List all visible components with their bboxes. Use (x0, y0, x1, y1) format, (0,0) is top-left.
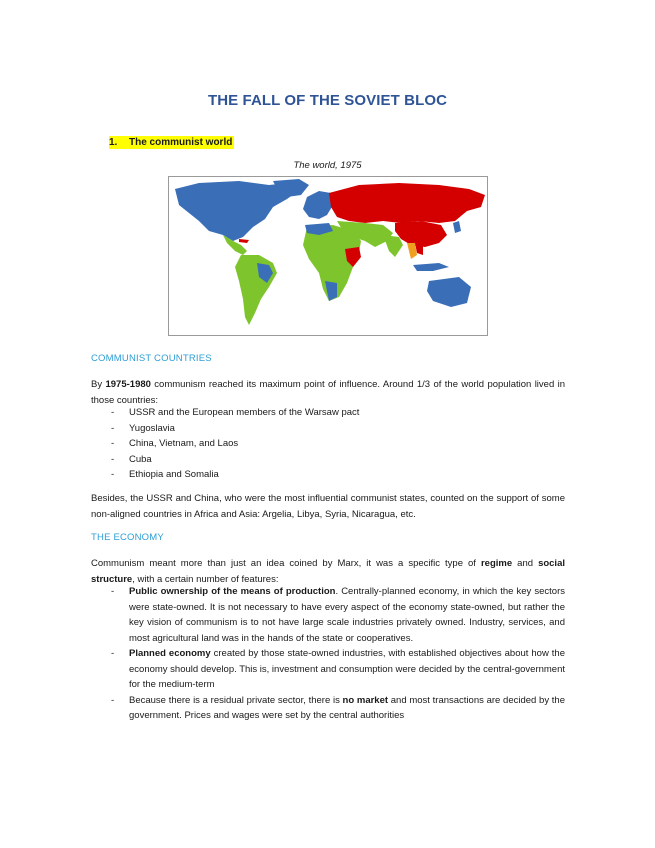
text-run: Communism meant more than just an idea coined by Marx, it was a specific type of (91, 558, 481, 569)
section-number: 1. (109, 137, 118, 148)
communist-countries-list (91, 405, 565, 483)
list-item (91, 584, 565, 646)
dash: - (111, 469, 115, 480)
list-item (91, 421, 565, 437)
section-heading-communist-world (109, 137, 234, 148)
text-run: Because there is a residual private sector, there is (129, 694, 343, 706)
world-map-graphic (169, 177, 487, 335)
highlighted-heading (109, 136, 234, 149)
list-item-text: China, Vietnam, and Laos (129, 438, 239, 449)
list-item-text: Ethiopia and Somalia (129, 469, 219, 480)
list-item (91, 405, 565, 421)
list-item-text: created by those state-owned industries, with established objectives about how the economy should develop. This is, investment and consumption were decided by the central-government for the medium-term (129, 648, 566, 690)
page-title: THE FALL OF THE SOVIET BLOC (207, 92, 448, 109)
text-run: and (512, 558, 539, 569)
dash: - (111, 422, 115, 434)
text-run: , with a certain number of features: (132, 573, 279, 585)
bold-run: regime (480, 558, 513, 569)
list-item-text: . Centrally-planned economy, in which the key sectors were state-owned. It is not necessary to have every aspect of the economy state-owned, but rather the key vision of communism is to not have large scale industries privately owned. Industry, services, and most agricultural land was in the hands of the state or cooperatives. (129, 586, 565, 644)
bold-run: 1975-1980 (105, 379, 151, 390)
bold-run: Public ownership of the means of production (129, 586, 336, 597)
dash: - (111, 438, 115, 449)
communist-intro-paragraph (91, 377, 565, 408)
list-item (91, 693, 565, 724)
map-japan (453, 221, 461, 233)
bold-run: no market (342, 694, 389, 706)
map-india (383, 235, 403, 257)
dash: - (111, 453, 115, 465)
map-caption: The world, 1975 (293, 160, 362, 171)
map-cuba (239, 239, 249, 243)
list-item-text: Yugoslavia (129, 422, 175, 434)
dash: - (111, 586, 115, 597)
map-indonesia (413, 263, 449, 271)
heading-communist-countries: COMMUNIST COUNTRIES (91, 353, 212, 364)
list-item (91, 467, 565, 483)
map-south-america (235, 255, 277, 325)
list-item-text: and most transactions are decided by the government. Prices and wages were set by the central authorities (129, 694, 566, 721)
economy-intro-paragraph (91, 556, 565, 587)
besides-paragraph: Besides, the USSR and China, who were the most influential communist states, counted on the support of some non-aligned countries in Africa and Asia: Argelia, Libya, Syria, Nicaragua, etc. (91, 493, 565, 520)
map-china (395, 221, 447, 247)
economy-features-list (91, 584, 565, 724)
list-item-text: USSR and the European members of the Warsaw pact (129, 407, 360, 418)
map-western-europe (303, 191, 333, 219)
list-item-text: Cuba (129, 453, 152, 465)
bold-run: social structure (91, 558, 565, 585)
map-ussr (329, 183, 485, 223)
bold-run: Planned economy (129, 648, 211, 659)
dash: - (111, 694, 115, 706)
map-australia (427, 277, 471, 307)
dash: - (111, 407, 115, 418)
list-item (91, 436, 565, 452)
text-run: communism reached its maximum point of influence. Around 1/3 of the world population lived in those countries: (91, 379, 566, 406)
world-map-1975 (168, 176, 488, 336)
list-item (91, 646, 565, 693)
heading-economy: THE ECONOMY (91, 532, 164, 543)
text-run: By (91, 379, 106, 390)
dash: - (111, 648, 115, 659)
section-title: The communist world (129, 137, 233, 148)
list-item (91, 452, 565, 468)
